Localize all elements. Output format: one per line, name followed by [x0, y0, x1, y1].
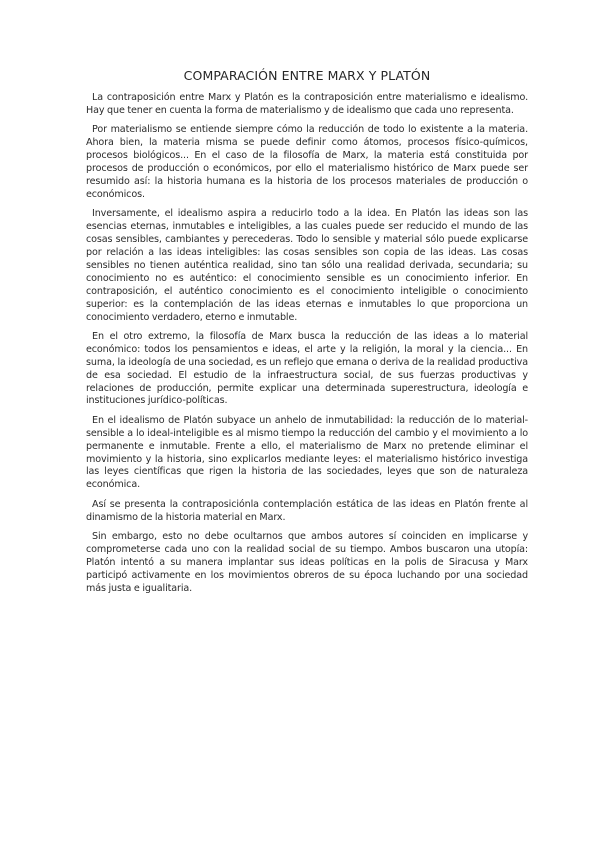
paragraph-intro: La contraposición entre Marx y Platón es la contraposición entre materialismo e idealismo. Hay que tener en cuenta la forma de materialismo y de idealismo que cada uno representa.: [86, 92, 528, 116]
paragraph-immutability: En el idealismo de Platón subyace un anhelo de inmutabilidad: la reducción de lo material-sensible a lo ideal-inteligible es al mismo tiempo la reducción del cambio y el movimiento a lo permanente e inmutable. Frente a ello, el materialismo de Marx no pretende eliminar el movimiento y la historia, sino explicarlos mediante leyes: el materialismo histórico investiga las leyes científicas que rigen la historia de las sociedades, leyes que son de naturaleza económica.: [86, 414, 528, 491]
paragraph-conclusion: Sin embargo, esto no debe ocultarnos que ambos autores sí coinciden en implicarse y comprometerse cada uno con la realidad social de su tiempo. Ambos buscaron una utopía: Platón intentó a su manera implantar sus ideas políticas en la polis de Siracusa y Marx participó activamente en los movimientos obreros de su época luchando por una sociedad más justa e igualitaria.: [86, 531, 528, 594]
paragraph-idealism: Inversamente, el idealismo aspira a reducirlo todo a la idea. En Platón las ideas son las esencias eternas, inmutables e inteligibles, a las cuales puede ser reducido el mundo de las cosas sensibles, cambiantes y perecederas. Todo lo sensible y material sólo puede explicarse por relación a las ideas inteligibles: las cosas sensibles son copia de las ideas. Las cosas sensibles no tienen auténtica realidad, sino tan sólo una realidad derivada, secundaria; su conocimiento no es auténtico: el conocimiento sensible es un conocimiento inferior. En contraposición, el auténtico conocimiento es el conocimiento inteligible o conocimiento superior: es la contemplación de las ideas eternas e inmutables lo que proporciona un conocimiento verdadero, eterno e inmutable.: [86, 208, 528, 323]
document-title: COMPARACIÓN ENTRE MARX Y PLATÓN: [183, 68, 431, 83]
paragraph-marx-philosophy: En el otro extremo, la filosofía de Marx busca la reducción de las ideas a lo material económico: todos los pensamientos e ideas, el arte y la religión, la moral y la ciencia... En suma, la ideología de una sociedad, es un reflejo que emana o deriva de la realidad productiva de esa sociedad. El estudio de la infraestructura social, de sus fuerzas productivas y relaciones de producción, permite explicar una determinada superestructura, ideología e instituciones jurídico-políticas.: [86, 330, 528, 407]
document-page: [86, 68, 528, 602]
paragraph-contrast: Así se presenta la contraposiciónla contemplación estática de las ideas en Platón frente al dinamismo de la historia material en Marx.: [86, 498, 528, 523]
paragraph-materialism: Por materialismo se entiende siempre cómo la reducción de todo lo existente a la materia. Ahora bien, la materia misma se puede definir como átomos, procesos físico-químicos, procesos biológicos... En el caso de la filosofía de Marx, la materia está constituida por procesos de producción o económicos, por ello el materialismo histórico de Marx puede ser resumido así: la historia humana es la historia de los procesos materiales de producción o económicos.: [86, 124, 528, 200]
